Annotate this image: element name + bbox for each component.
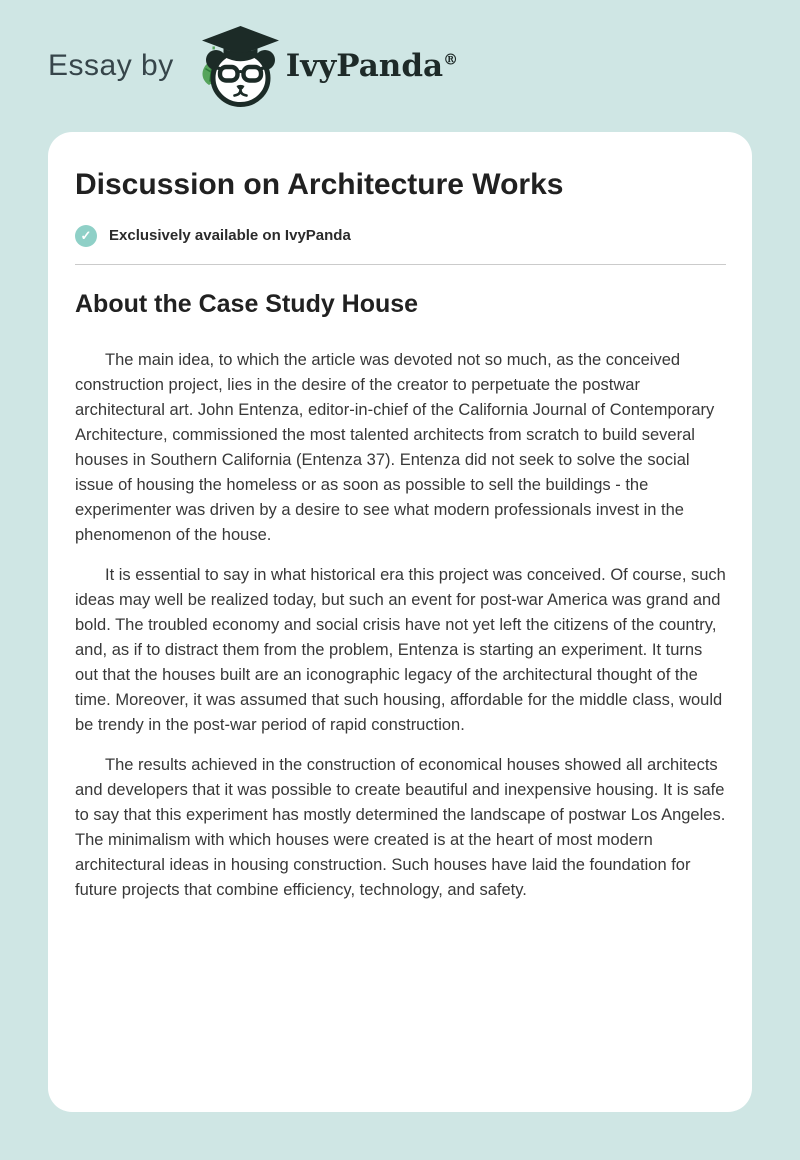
essay-body: [75, 348, 726, 903]
brand-name: [286, 48, 458, 84]
exclusive-badge: [75, 225, 726, 247]
exclusive-badge-label: Exclusively available on IvyPanda: [109, 227, 351, 244]
essay-paragraph-2: It is essential to say in what historical era this project was conceived. Of course, such ideas may well be realized today, but such an event for post-war America was grand and bold. The troubled economy and social crisis have not yet left the citizens of the country, and, as if to distract them from the problem, Entenza is starting an experiment. It turns out that the houses built are an iconographic legacy of the architectural thought of the time. Moreover, it was assumed that such housing, affordable for the middle class, would be trendy in the post-war period of rapid construction.: [75, 565, 726, 734]
divider: [75, 264, 726, 265]
site-header: [0, 0, 800, 132]
essay-by-label: Essay by: [48, 49, 174, 82]
section-heading: About the Case Study House: [75, 289, 419, 318]
essay-paragraph-1: The main idea, to which the article was devoted not so much, as the conceived construction project, lies in the desire of the creator to perpetuate the postwar architectural art. John Entenza, editor-in-chief of the California Journal of Contemporary Architecture, commissioned the most talented architects from scratch to build several houses in Southern California (Entenza 37). Entenza did not seek to solve the social issue of housing the homeless or as soon as possible to sell the buildings - the experimenter was driven by a desire to see what modern professionals invest in the phenomenon of the house.: [75, 350, 715, 544]
essay-card: [48, 132, 752, 1112]
checkmark-icon: ✓: [75, 225, 97, 247]
brand-text: IvyPanda: [285, 48, 444, 84]
registered-mark: ®: [443, 50, 459, 69]
panda-graduate-icon: [188, 25, 280, 107]
ivypanda-logo[interactable]: [188, 25, 458, 107]
essay-paragraph-3: The results achieved in the construction of economical houses showed all architects and developers that it was possible to create beautiful and inexpensive housing. It is safe to say that this experiment has mostly determined the landscape of postwar Los Angeles. The minimalism with which houses were created is at the heart of most modern architectural ideas in housing construction. Such houses have laid the foundation for future projects that combine efficiency, technology, and safety.: [75, 755, 726, 899]
essay-title: Discussion on Architecture Works: [75, 168, 564, 201]
